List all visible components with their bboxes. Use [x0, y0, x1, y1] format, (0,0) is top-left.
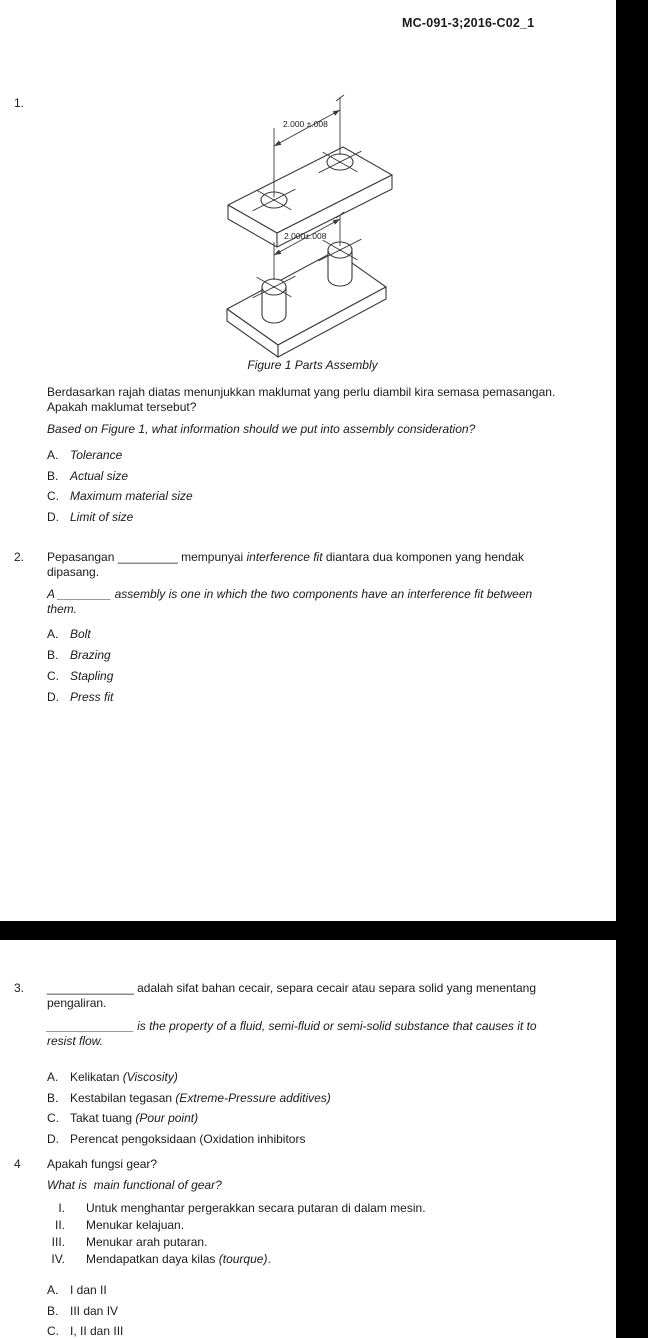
q4-text-english: What is main functional of gear?	[47, 1178, 222, 1192]
option-label: Stapling	[70, 669, 114, 683]
option-letter: B.	[47, 1304, 59, 1318]
option-letter: A.	[47, 627, 59, 641]
q3-option-c	[47, 1111, 198, 1125]
option-letter: D.	[47, 1132, 59, 1146]
q1-text-english: Based on Figure 1, what information should we put into assembly consideration?	[47, 422, 476, 436]
q3-text-malay-line2: pengaliran.	[47, 996, 107, 1010]
question-1-number: 1.	[14, 96, 25, 110]
item-text: Mendapatkan daya kilas (tourque).	[86, 1252, 271, 1266]
option-letter: B.	[47, 648, 59, 662]
question-3-number: 3.	[14, 981, 25, 995]
q3-option-b	[47, 1091, 331, 1105]
q4-text-malay: Apakah fungsi gear?	[47, 1157, 158, 1171]
document-code: MC-091-3;2016-C02_1	[402, 16, 535, 30]
option-label: Kelikatan (Viscosity)	[70, 1070, 178, 1084]
q4-option-a	[47, 1283, 107, 1297]
q1-option-d	[47, 510, 133, 524]
option-label: Perencat pengoksidaan (Oxidation inhibitors	[70, 1132, 306, 1146]
roman-numeral: II.	[54, 1218, 65, 1232]
q3-text-english-line2: resist flow.	[47, 1034, 104, 1048]
q4-option-c	[47, 1324, 123, 1338]
q3-text-english-line1: _____________ is the property of a fluid, semi-fluid or semi-solid substance that causes it to	[47, 1019, 537, 1033]
q4-item-ii	[40, 1218, 184, 1232]
option-label: III dan IV	[70, 1304, 119, 1318]
option-label: Brazing	[70, 648, 111, 662]
bottom-dimension-label: 2.000±.008	[284, 231, 327, 241]
q1-option-b	[47, 469, 128, 483]
q2-option-d	[47, 690, 113, 704]
option-label: Kestabilan tegasan (Extreme-Pressure additives)	[70, 1091, 331, 1105]
item-text: Menukar arah putaran.	[86, 1235, 208, 1249]
q4-item-i	[40, 1201, 426, 1215]
option-letter: B.	[47, 469, 59, 483]
scan-edge-strip	[616, 0, 648, 1338]
option-letter: A.	[47, 1283, 59, 1297]
option-label: I dan II	[70, 1283, 107, 1297]
option-letter: C.	[47, 1111, 59, 1125]
roman-numeral: IV.	[51, 1252, 65, 1266]
q1-text-malay-line2: Apakah maklumat tersebut?	[47, 400, 197, 414]
option-letter: D.	[47, 510, 59, 524]
option-letter: C.	[47, 1324, 59, 1338]
option-label: Limit of size	[70, 510, 134, 524]
option-label: Bolt	[70, 627, 91, 641]
roman-numeral: I.	[58, 1201, 65, 1215]
option-label: Tolerance	[70, 448, 123, 462]
q1-option-a	[47, 448, 122, 462]
q3-option-a	[47, 1070, 178, 1084]
q2-option-b	[47, 648, 111, 662]
q2-text-malay-line2: dipasang.	[47, 565, 100, 579]
option-label: Maximum material size	[70, 489, 193, 503]
option-letter: A.	[47, 448, 59, 462]
option-letter: C.	[47, 489, 59, 503]
option-letter: B.	[47, 1091, 59, 1105]
option-letter: D.	[47, 690, 59, 704]
option-label: Press fit	[70, 690, 114, 704]
q3-option-d	[47, 1132, 305, 1146]
bottom-plate-with-pins	[227, 239, 386, 357]
q2-option-a	[47, 627, 91, 641]
option-label: I, II dan III	[70, 1324, 124, 1338]
q4-item-iii	[40, 1235, 207, 1249]
q2-text-english-line1: A ________ assembly is one in which the two components have an interference fit between	[47, 587, 533, 601]
q2-text-malay-line1: Pepasangan _________ mempunyai interference fit diantara dua komponen yang hendak	[47, 550, 525, 564]
q3-text-malay-line1: _____________ adalah sifat bahan cecair, separa cecair atau separa solid yang menentang	[47, 981, 537, 995]
item-text: Menukar kelajuan.	[86, 1218, 185, 1232]
q4-item-iv	[40, 1252, 271, 1266]
top-dimension-label: 2.000 ±.008	[283, 119, 328, 129]
figure-caption: Figure 1 Parts Assembly	[247, 358, 378, 372]
option-label: Takat tuang (Pour point)	[70, 1111, 199, 1125]
figure-parts-assembly-drawing	[215, 90, 410, 362]
question-4-number: 4	[14, 1157, 21, 1171]
roman-numeral: III.	[51, 1235, 65, 1249]
q1-option-c	[47, 489, 193, 503]
page-break-band	[0, 921, 648, 940]
option-letter: C.	[47, 669, 59, 683]
q1-text-malay-line1: Berdasarkan rajah diatas menunjukkan maklumat yang perlu diambil kira semasa pemasangan.	[47, 385, 556, 399]
option-letter: A.	[47, 1070, 59, 1084]
item-text: Untuk menghantar pergerakkan secara putaran di dalam mesin.	[86, 1201, 426, 1215]
q2-option-c	[47, 669, 113, 683]
question-2-number: 2.	[14, 550, 25, 564]
q4-option-b	[47, 1304, 118, 1318]
option-label: Actual size	[70, 469, 129, 483]
q2-text-english-line2: them.	[47, 602, 78, 616]
